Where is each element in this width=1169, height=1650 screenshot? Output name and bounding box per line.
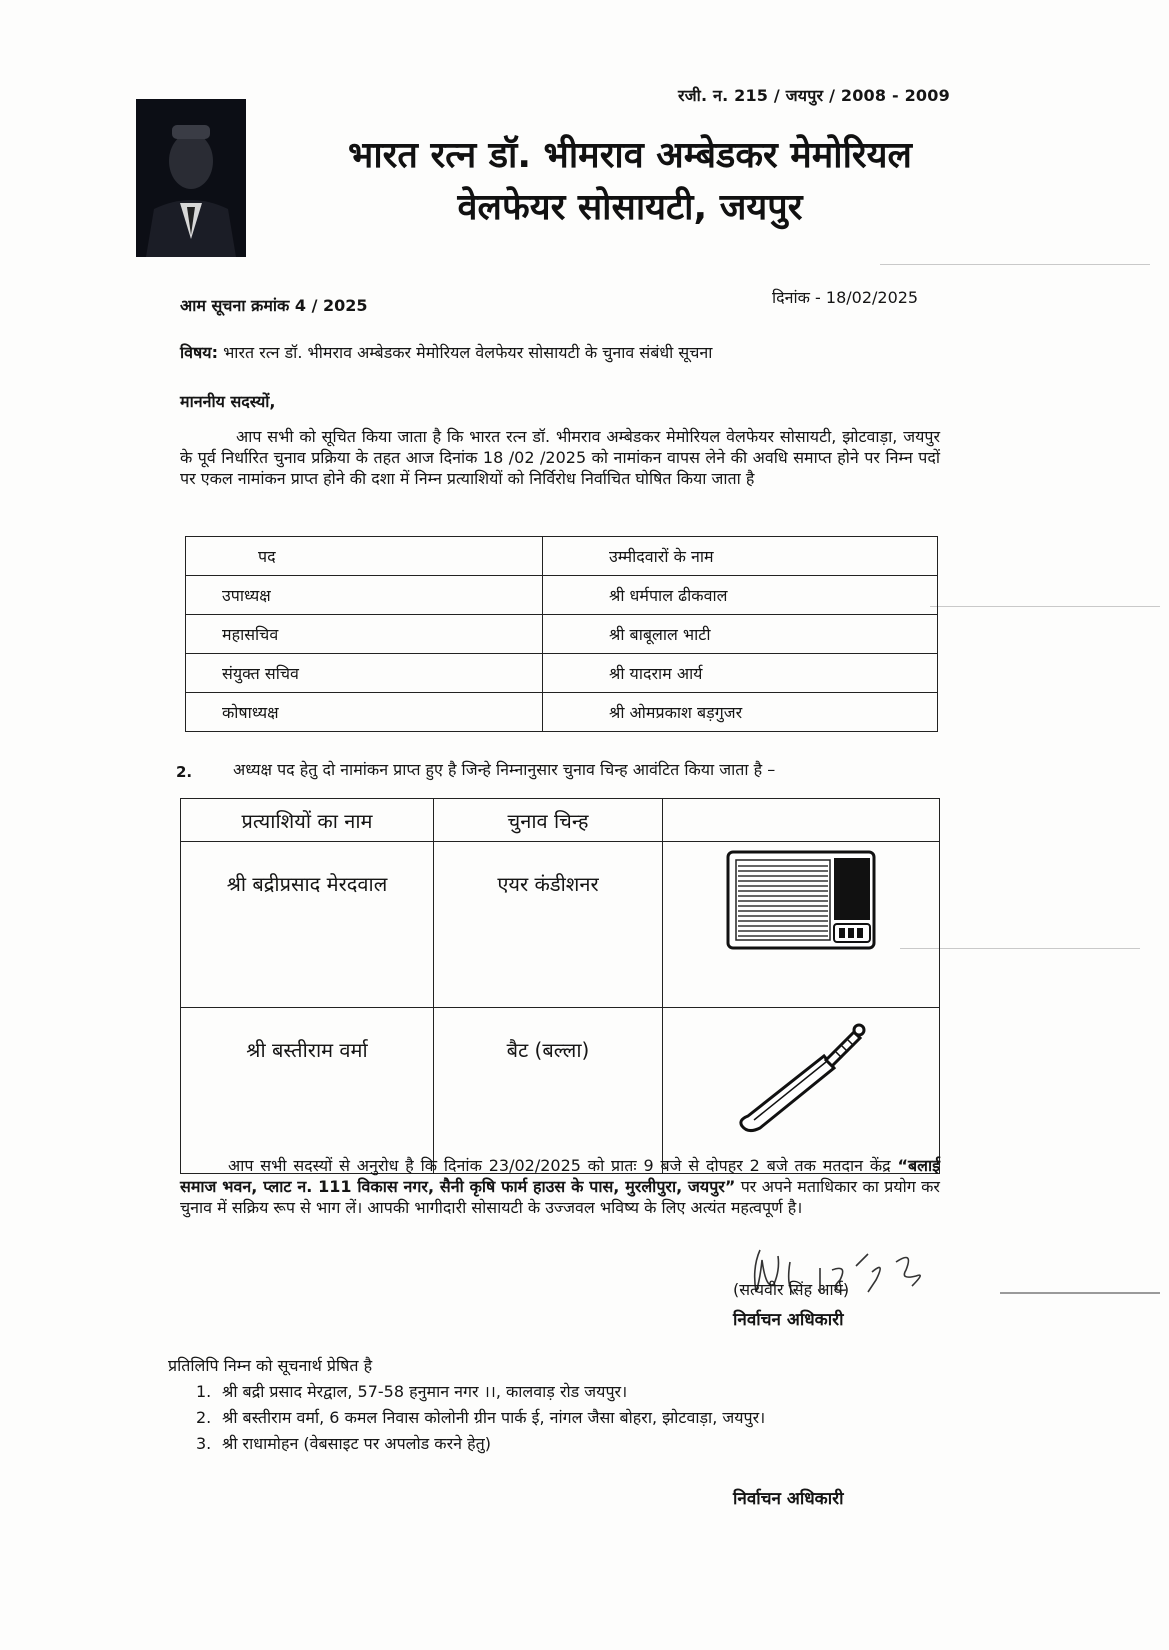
voting-venue: “बलाई समाज भवन, प्लाट न. 111 विकास नगर, सैनी कृषि फार्म हाउस के पास, मुरलीपुरा, जयपुर” (180, 1156, 940, 1196)
registration-number: रजी. न. 215 / जयपुर / 2008 - 2009 (678, 86, 950, 105)
officer-name: (सत्यवीर सिंह आर्य) (733, 1280, 850, 1299)
list-item (196, 1406, 765, 1428)
candidate-cell: श्री बाबूलाल भाटी (543, 615, 938, 654)
scan-line (1000, 1292, 1160, 1294)
election-symbol-table (180, 798, 940, 1174)
list-text: श्री बद्री प्रसाद मेरद्वाल, 57-58 हनुमान नगर ।।, कालवाड़ रोड जयपुर। (222, 1382, 628, 1401)
symbol-name: एयर कंडीशनर (434, 842, 663, 1008)
symbol-name: बैट (बल्ला) (434, 1008, 663, 1174)
subject-text: भारत रत्न डॉ. भीमराव अम्बेडकर मेमोरियल वेलफेयर सोसायटी के चुनाव संबंधी सूचना (223, 343, 713, 362)
unopposed-candidates-table (185, 536, 938, 732)
copy-to-heading: प्रतिलिपि निम्न को सूचनार्थ प्रेषित है (168, 1356, 373, 1375)
cricket-bat-icon (726, 1014, 876, 1134)
list-text: श्री राधामोहन (वेबसाइट पर अपलोड करने हेतु) (222, 1434, 491, 1453)
list-number: 1. (196, 1382, 212, 1401)
header-symbol: चुनाव चिन्ह (434, 799, 663, 842)
intro-paragraph: आप सभी को सूचित किया जाता है कि भारत रत्न डॉ. भीमराव अम्बेडकर मेमोरियल वेलफेयर सोसायटी, झोटवाड़ा, जयपुर के पूर्व निर्धारित चुनाव प्रक्रिया के तहत आज दिनांक 18 /02 /2025 को नामांकन वापस लेने की अवधि समाप्त होने पर निम्न पदों पर एकल नामांकन प्राप्त होने की दशा में निम्न प्रत्याशियों को निर्विरोध निर्वाचित घोषित किया जाता है (180, 427, 940, 488)
scan-line (930, 606, 1160, 607)
candidate-cell: श्री धर्मपाल ढीकवाल (543, 576, 938, 615)
header-post: पद (186, 537, 543, 576)
post-cell: संयुक्त सचिव (186, 654, 543, 693)
post-cell: महासचिव (186, 615, 543, 654)
table-header-row (181, 799, 940, 842)
society-title-line2: वेलफेयर सोसायटी, जयपुर (457, 187, 803, 228)
air-conditioner-icon (726, 848, 876, 952)
founder-portrait (136, 99, 246, 257)
candidate-name: श्री बद्रीप्रसाद मेरदवाल (181, 842, 434, 1008)
symbol-image-cell (663, 1008, 940, 1174)
notice-number: आम सूचना क्रमांक 4 / 2025 (180, 296, 368, 315)
table-row (186, 615, 938, 654)
officer-title: निर्वाचन अधिकारी (733, 1310, 844, 1330)
post-cell: उपाध्यक्ष (186, 576, 543, 615)
table-row (186, 654, 938, 693)
society-title-line1: भारत रत्न डॉ. भीमराव अम्बेडकर मेमोरियल (348, 135, 912, 176)
notice-subject (180, 341, 712, 363)
voting-paragraph (180, 1155, 940, 1218)
item-number: 2. (176, 763, 193, 781)
scan-line (880, 264, 1150, 265)
header-symbol-image (663, 799, 940, 842)
candidate-cell: श्री ओमप्रकाश बड़गुजर (543, 693, 938, 732)
subject-label: विषय: (180, 343, 218, 362)
list-text: श्री बस्तीराम वर्मा, 6 कमल निवास कोलोनी ग्रीन पार्क ई, नांगल जैसा बोहरा, झोटवाड़ा, जयपुर। (222, 1408, 766, 1427)
table-row (181, 1008, 940, 1174)
voting-intro: आप सभी सदस्यों से अनुरोध है कि दिनांक 23/02/2025 को प्रातः 9 बजे से दोपहर 2 बजे तक मतदान केंद्र (228, 1156, 891, 1175)
list-number: 2. (196, 1408, 212, 1427)
symbol-image-cell (663, 842, 940, 1008)
list-number: 3. (196, 1434, 212, 1453)
candidate-name: श्री बस्तीराम वर्मा (181, 1008, 434, 1174)
voting-outro: पर अपने मताधिकार का प्रयोग कर चुनाव में सक्रिय रूप से भाग लें। आपकी भागीदारी सोसायटी के उज्जवल भविष्य के लिए अत्यंत महत्वपूर्ण है। (180, 1177, 940, 1217)
footer-officer-title: निर्वाचन अधिकारी (733, 1489, 844, 1509)
post-cell: कोषाध्यक्ष (186, 693, 543, 732)
table-row (186, 576, 938, 615)
list-item (196, 1380, 627, 1402)
candidate-cell: श्री यादराम आर्य (543, 654, 938, 693)
salutation: माननीय सदस्यों, (180, 392, 276, 411)
header-candidate: उम्मीदवारों के नाम (543, 537, 938, 576)
table-header-row (186, 537, 938, 576)
table-row (186, 693, 938, 732)
list-item (196, 1432, 491, 1454)
item-text: अध्यक्ष पद हेतु दो नामांकन प्राप्त हुए है जिन्हे निम्नानुसार चुनाव चिन्ह आवंटित किया जाता है – (233, 760, 776, 779)
header-candidate-name: प्रत्याशियों का नाम (181, 799, 434, 842)
table-row (181, 842, 940, 1008)
notice-date: दिनांक - 18/02/2025 (772, 288, 919, 307)
